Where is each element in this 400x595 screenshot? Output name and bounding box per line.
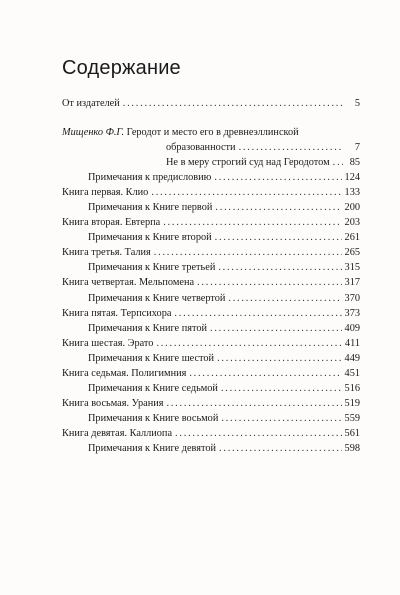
toc-entry-label: Примечания к Книге восьмой xyxy=(88,413,219,425)
toc-entry-label: Геродот и место его в древнеэллинской xyxy=(126,127,299,139)
page-title: Содержание xyxy=(62,57,181,79)
toc-entry-label: Книга восьмая. Урания xyxy=(62,398,164,410)
toc-entry-label: Книга третья. Талия xyxy=(62,247,151,259)
toc-entry[interactable] xyxy=(62,216,360,231)
toc-entry[interactable] xyxy=(62,442,360,457)
dot-leader xyxy=(197,276,342,291)
toc-entry-label-cont: образованности xyxy=(166,141,236,153)
toc-entry[interactable] xyxy=(62,322,360,337)
toc-entry[interactable] xyxy=(62,412,360,427)
toc-entry-label: Примечания к Книге первой xyxy=(88,201,213,213)
toc-entry-page: 5 xyxy=(354,98,360,109)
toc-entry-label: Примечания к Книге седьмой xyxy=(88,383,218,395)
toc-entry-publishers[interactable] xyxy=(62,97,360,112)
dot-leader xyxy=(215,201,341,216)
toc-entry-label: Примечания к Книге девятой xyxy=(88,443,216,455)
toc-entry-label: Примечания к предисловию xyxy=(88,171,212,183)
toc-entry-page: 519 xyxy=(344,398,360,410)
toc-entry[interactable] xyxy=(62,382,360,397)
toc-entry-label: Примечания к Книге четвертой xyxy=(88,292,226,304)
toc-entry[interactable] xyxy=(62,352,360,367)
toc-entry[interactable] xyxy=(62,276,360,291)
toc-entry-label: Книга девятая. Каллиопа xyxy=(62,428,173,440)
toc-entry-label: Примечания к Книге шестой xyxy=(88,352,215,364)
toc-entry[interactable] xyxy=(62,337,360,352)
dot-leader xyxy=(239,141,343,156)
toc-entry-page: 261 xyxy=(344,232,360,244)
toc-entry-article[interactable] xyxy=(62,126,360,156)
toc-entry-page: 203 xyxy=(344,217,360,229)
toc-entry-label: Книга шестая. Эрато xyxy=(62,337,154,349)
toc-entry-page: 370 xyxy=(344,292,360,304)
dot-leader xyxy=(163,216,341,231)
dot-leader xyxy=(151,186,341,201)
dot-leader xyxy=(175,427,342,442)
toc-entry-label: Книга пятая. Терпсихора xyxy=(62,307,172,319)
toc-entry-page: 373 xyxy=(344,307,360,319)
toc-entry-page: 598 xyxy=(344,443,360,455)
dot-leader xyxy=(221,412,341,427)
toc-entry-label: Книга четвертая. Мельпомена xyxy=(62,277,195,289)
toc-entry-label: Книга седьмая. Полигимния xyxy=(62,368,187,379)
toc-entry[interactable] xyxy=(62,201,360,216)
toc-entry-page: 559 xyxy=(344,413,360,425)
toc-entry-label: От издателей xyxy=(62,98,120,109)
dot-leader xyxy=(166,397,341,412)
toc-entry-label: Не в меру строгий суд над Геродотом xyxy=(166,156,330,168)
toc-entry-label: Книга вторая. Евтерпа xyxy=(62,217,161,229)
spacer xyxy=(62,112,360,126)
toc-entry[interactable] xyxy=(62,427,360,442)
toc-entry-label: Примечания к Книге третьей xyxy=(88,262,216,274)
toc-entry-label: Примечания к Книге второй xyxy=(88,232,212,244)
toc-entry-author: Мищенко Ф.Г. xyxy=(62,127,125,139)
toc-entry-page: 85 xyxy=(349,156,360,168)
toc-entry-page: 449 xyxy=(344,352,360,364)
dot-leader xyxy=(156,337,341,352)
toc-entry[interactable] xyxy=(62,307,360,322)
table-of-contents xyxy=(62,97,360,458)
dot-leader xyxy=(333,156,343,171)
toc-entry[interactable] xyxy=(62,186,360,201)
dot-leader xyxy=(221,382,342,397)
dot-leader xyxy=(228,292,341,307)
toc-entry-label: Примечания к Книге пятой xyxy=(88,322,207,334)
dot-leader xyxy=(219,442,342,457)
toc-entry[interactable] xyxy=(62,246,360,261)
toc-entry[interactable] xyxy=(62,231,360,246)
toc-entry[interactable] xyxy=(62,292,360,307)
toc-entry-label: Книга первая. Клио xyxy=(62,186,149,198)
toc-entry-page: 561 xyxy=(344,428,360,440)
dot-leader xyxy=(214,171,341,186)
toc-entry-page: 451 xyxy=(344,368,360,379)
toc-entry-page: 133 xyxy=(344,186,360,198)
toc-entry-page: 7 xyxy=(354,141,360,153)
toc-entry[interactable] xyxy=(62,367,360,382)
toc-entry-page: 409 xyxy=(344,322,360,334)
dot-leader xyxy=(217,352,341,367)
toc-entry-page: 200 xyxy=(344,201,360,213)
dot-leader xyxy=(218,261,341,276)
dot-leader xyxy=(174,307,341,322)
toc-entry-page: 411 xyxy=(344,337,360,349)
dot-leader xyxy=(189,367,341,382)
toc-entry[interactable] xyxy=(62,156,360,171)
toc-entries xyxy=(62,156,360,458)
toc-entry-page: 124 xyxy=(344,171,360,183)
toc-entry[interactable] xyxy=(62,397,360,412)
dot-leader xyxy=(123,97,343,112)
dot-leader xyxy=(154,246,342,261)
toc-entry-page: 315 xyxy=(344,262,360,274)
toc-entry[interactable] xyxy=(62,261,360,276)
dot-leader xyxy=(210,322,342,337)
toc-entry-page: 265 xyxy=(344,247,360,259)
toc-entry[interactable] xyxy=(62,171,360,186)
dot-leader xyxy=(215,231,342,246)
toc-entry-page: 317 xyxy=(344,277,360,289)
toc-entry-page: 516 xyxy=(344,383,360,395)
